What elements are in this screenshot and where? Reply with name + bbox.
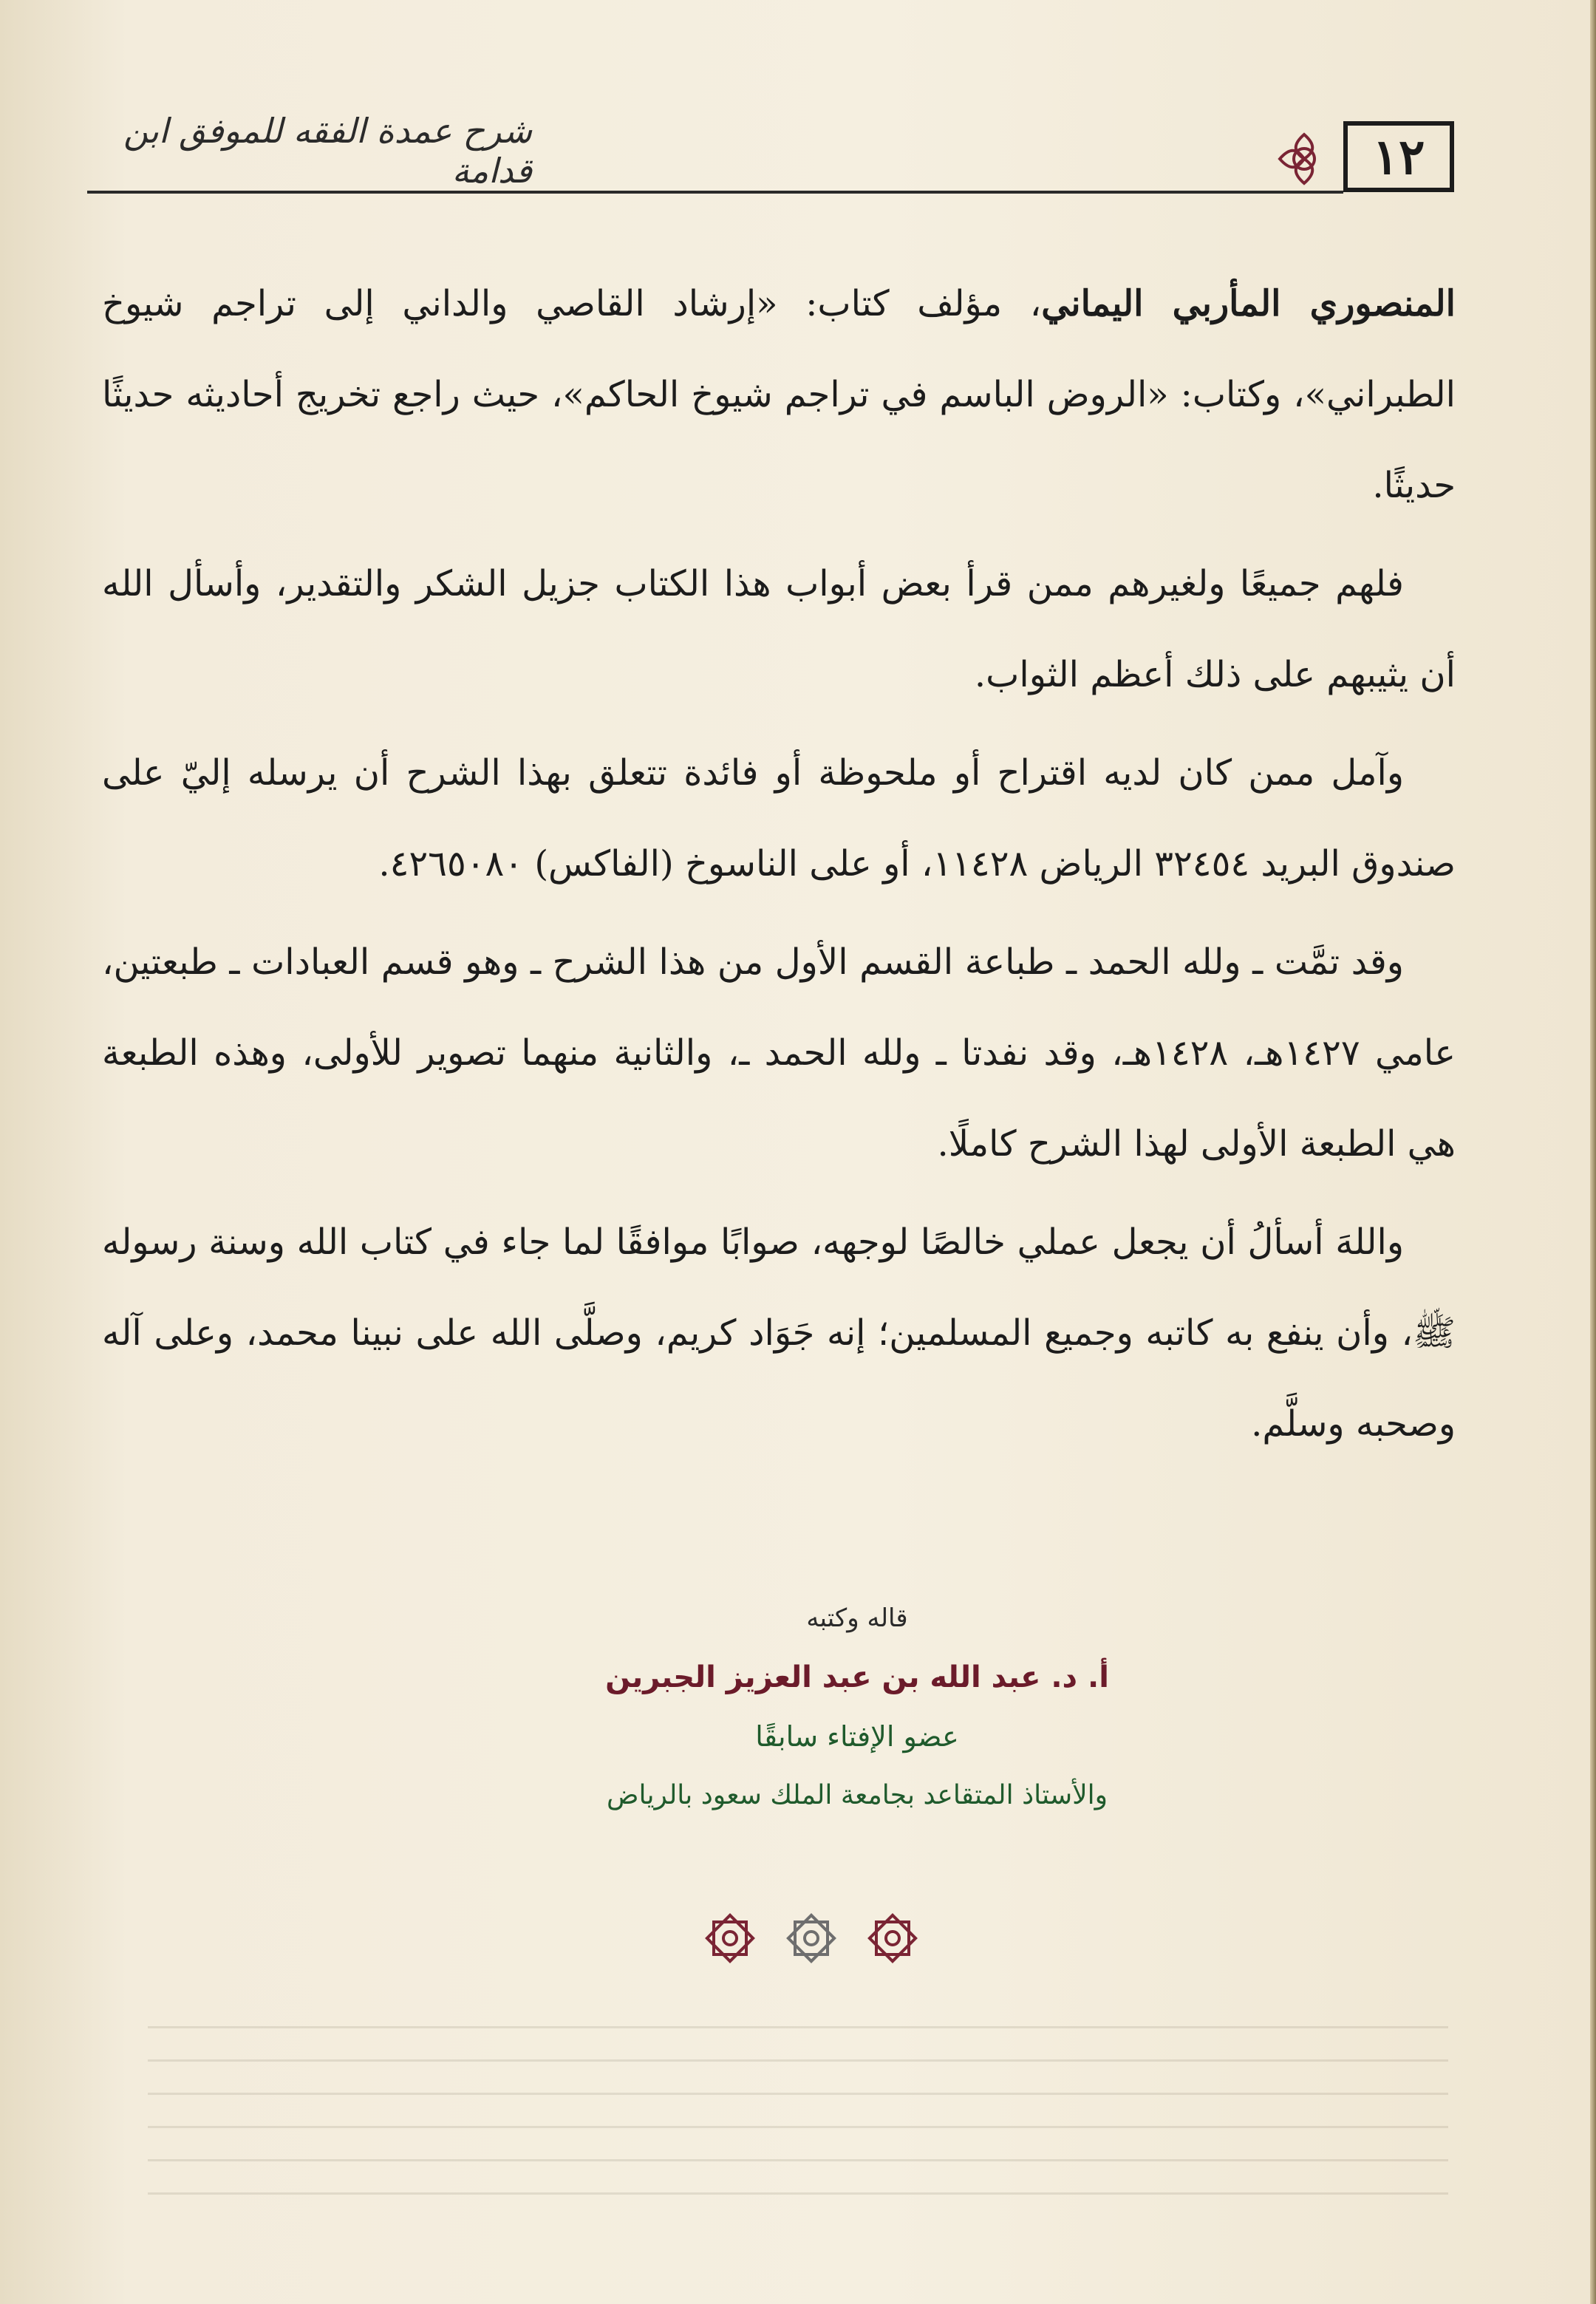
author-title-2: والأستاذ المتقاعد بجامعة الملك سعود بالرياض xyxy=(606,1780,1108,1810)
star-ornament-icon xyxy=(782,1909,841,1968)
page-number: ١٢ xyxy=(1343,121,1454,192)
header-ornament-icon xyxy=(1271,126,1337,192)
author-title-1: عضو الإفتاء سابقًا xyxy=(755,1720,959,1753)
paragraph-3: وآمل ممن كان لديه اقتراح أو ملحوظة أو فائدة تتعلق بهذا الشرح أن يرسله إليّ على صندوق البريد ٣٢٤٥٤ الرياض ١١٤٢٨، أو على الناسوخ (الفاكس) ٤٢٦٥٠٨٠. xyxy=(102,752,1456,885)
body-text xyxy=(102,259,1456,1470)
paragraph-1-text: ، مؤلف كتاب: «إرشاد القاصي والداني إلى تراجم شيوخ الطبراني»، وكتاب: «الروض الباسم في تراجم شيوخ الحاكم»، حيث راجع تخريج أحاديثه حديثًا حديثًا. xyxy=(102,283,1456,506)
running-title: شرح عمدة الفقه للموفق ابن قدامة xyxy=(123,111,532,191)
paragraph-1 xyxy=(102,259,1456,531)
bleed-through-text xyxy=(148,1995,1448,2276)
star-ornament-icon xyxy=(863,1909,922,1968)
paragraph-4: وقد تمَّت ـ ولله الحمد ـ طباعة القسم الأول من هذا الشرح ـ وهو قسم العبادات ـ طبعتين، عامي ١٤٢٧هـ، ١٤٢٨هـ، وقد نفدتا ـ ولله الحمد ـ، والثانية منهما تصوير للأولى، وهذه الطبعة هي الطبعة الأولى لهذا الشرح كاملًا. xyxy=(102,941,1456,1165)
paragraph-5: واللهَ أسألُ أن يجعل عملي خالصًا لوجهه، صوابًا موافقًا لما جاء في كتاب الله وسنة رسوله ﷺ، وأن ينفع به كاتبه وجميع المسلمين؛ إنه جَوَاد كريم، وصلَّى الله على نبينا محمد، وعلى آله وصحبه وسلَّم. xyxy=(102,1221,1456,1445)
author-signature-name: أ. د. عبد الله بن عبد العزيز الجبرين xyxy=(605,1660,1109,1694)
signature-block xyxy=(414,1589,1300,1825)
author-name-bold: المنصوري المأربي اليماني xyxy=(1041,283,1456,324)
header-rule xyxy=(87,191,1343,194)
paragraph-2: فلهم جميعًا ولغيرهم ممن قرأ بعض أبواب هذا الكتاب جزيل الشكر والتقدير، وأسأل الله أن يثيبهم على ذلك أعظم الثواب. xyxy=(102,563,1456,695)
star-ornament-icon xyxy=(700,1909,760,1968)
closing-ornaments xyxy=(700,1905,922,1971)
page-edge xyxy=(1590,0,1596,2304)
signature-intro: قاله وكتبه xyxy=(806,1603,908,1633)
